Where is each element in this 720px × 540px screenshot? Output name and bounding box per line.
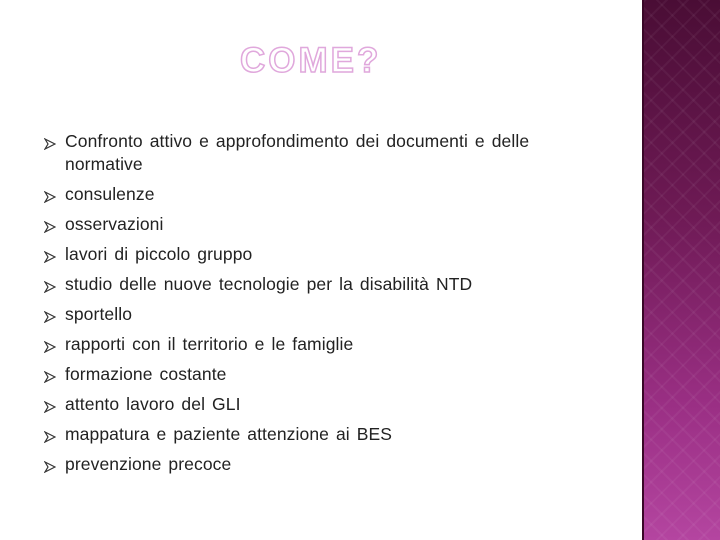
bullet-text: studio delle nuove tecnologie per la disabilità NTD — [65, 274, 473, 294]
list-item — [50, 243, 610, 266]
bullet-text: lavori di piccolo gruppo — [65, 244, 253, 264]
arrowhead-icon — [44, 431, 56, 443]
slide-title — [240, 34, 410, 84]
decorative-sidebar — [642, 0, 720, 540]
list-item — [50, 453, 610, 476]
bullet-text: sportello — [65, 304, 133, 324]
bullet-text: Confronto attivo e approfondimento dei documenti e delle normative — [65, 131, 530, 174]
arrowhead-icon — [44, 401, 56, 413]
list-item — [50, 130, 610, 176]
bullet-list — [50, 130, 610, 483]
list-item — [50, 273, 610, 296]
bullet-text: formazione costante — [65, 364, 227, 384]
slide-title-text: COME? — [240, 41, 382, 80]
bullet-text: consulenze — [65, 184, 155, 204]
arrowhead-icon — [44, 371, 56, 383]
list-item — [50, 363, 610, 386]
bullet-text: osservazioni — [65, 214, 164, 234]
arrowhead-icon — [44, 461, 56, 473]
bullet-text: mappatura e paziente attenzione ai BES — [65, 424, 393, 444]
list-item — [50, 213, 610, 236]
bullet-text: rapporti con il territorio e le famiglie — [65, 334, 354, 354]
arrowhead-icon — [44, 281, 56, 293]
list-item — [50, 393, 610, 416]
list-item — [50, 333, 610, 356]
arrowhead-icon — [44, 191, 56, 203]
arrowhead-icon — [44, 251, 56, 263]
arrowhead-icon — [44, 341, 56, 353]
arrowhead-icon — [44, 311, 56, 323]
bullet-text: prevenzione precoce — [65, 454, 232, 474]
list-item — [50, 423, 610, 446]
bullet-text: attento lavoro del GLI — [65, 394, 241, 414]
list-item — [50, 303, 610, 326]
arrowhead-icon — [44, 138, 56, 150]
arrowhead-icon — [44, 221, 56, 233]
list-item — [50, 183, 610, 206]
